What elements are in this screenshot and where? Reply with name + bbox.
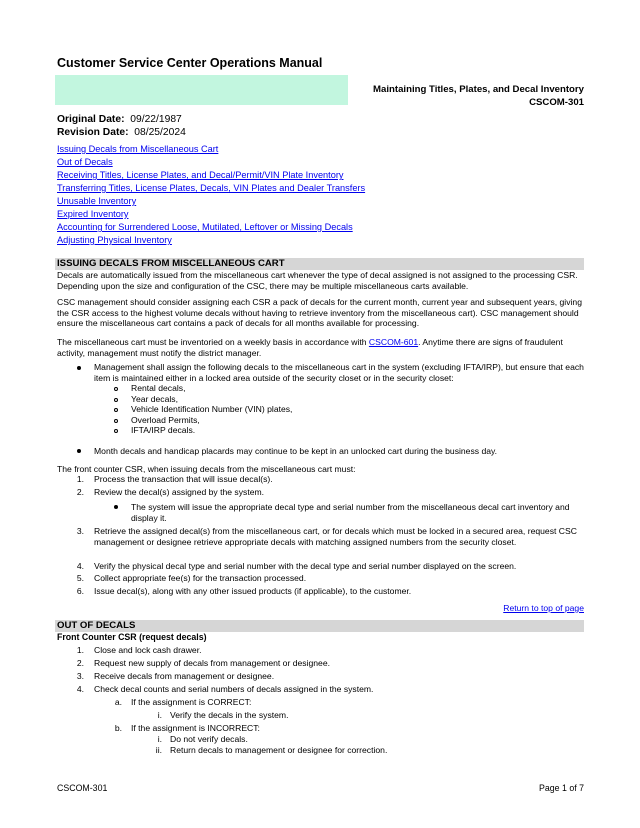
revision-date: 08/25/2024 — [134, 127, 186, 138]
step-number: 4. — [76, 561, 84, 571]
step-item: Issue decal(s), along with any other issued products (if applicable), to the customer. — [94, 586, 412, 596]
document-header — [373, 83, 584, 109]
toc-link-issuing-decals[interactable]: Issuing Decals from Miscellaneous Cart — [57, 144, 219, 154]
list-roman: i. — [157, 734, 162, 744]
revision-date-label: Revision Date: — [57, 127, 129, 138]
sub-list-item: Rental decals, — [131, 383, 186, 393]
step-number: 2. — [76, 487, 84, 497]
sub-list-item: Vehicle Identification Number (VIN) plates, — [131, 404, 293, 414]
sub-sub-list-item: Return decals to management or designee for correction. — [170, 745, 388, 755]
footer-page-number: Page 1 of 7 — [539, 783, 584, 793]
toc-link-receiving[interactable]: Receiving Titles, License Plates, and Decal/Permit/VIN Plate Inventory — [57, 170, 344, 180]
bullet-icon — [77, 449, 81, 453]
original-date-label: Original Date: — [57, 114, 125, 125]
bullet-icon — [77, 366, 81, 370]
paragraph-text: . Anytime there are signs of fraudulent activity, management must notify the district manager. — [57, 337, 563, 358]
sub-list-item: If the assignment is INCORRECT: — [131, 723, 260, 733]
circle-bullet-icon — [114, 429, 118, 433]
step-item: Receive decals from management or designee. — [94, 671, 275, 681]
toc-link-out-of-decals[interactable]: Out of Decals — [57, 157, 113, 167]
sub-list-item: Year decals, — [131, 394, 178, 404]
table-of-contents — [57, 143, 365, 247]
step-item: Close and lock cash drawer. — [94, 645, 202, 655]
document-dates — [57, 113, 186, 139]
bullet-item: Month decals and handicap placards may continue to be kept in an unlocked cart during the business day. — [94, 446, 498, 456]
step-item: Process the transaction that will issue decal(s). — [94, 474, 273, 484]
circle-bullet-icon — [114, 408, 118, 412]
subheading: Front Counter CSR (request decals) — [57, 632, 207, 642]
toc-link-adjusting-inventory[interactable]: Adjusting Physical Inventory — [57, 235, 172, 245]
step-item: Retrieve the assigned decal(s) from the miscellaneous cart, or for decals which must be locked in a secured area, request CSC management or designee retrieve appropriate decals with matching assigned numbers from the security closet. — [94, 526, 577, 547]
list-letter: a. — [114, 697, 122, 707]
sub-sub-list-item: Verify the decals in the system. — [170, 710, 289, 720]
toc-link-transferring[interactable]: Transferring Titles, License Plates, Decals, VIN Plates and Dealer Transfers — [57, 183, 366, 193]
step-number: 2. — [76, 658, 84, 668]
sub-list-item: Overload Permits, — [131, 415, 200, 425]
step-number: 1. — [76, 645, 84, 655]
list-letter: b. — [114, 723, 122, 733]
step-number: 4. — [76, 684, 84, 694]
footer-doc-code: CSCOM-301 — [57, 783, 108, 793]
step-item: Verify the physical decal type and serial number with the decal type and serial number displayed on the screen. — [94, 561, 517, 571]
step-item: Check decal counts and serial numbers of decals assigned in the system. — [94, 684, 374, 694]
section-heading-issuing-decals: ISSUING DECALS FROM MISCELLANEOUS CART — [55, 258, 584, 270]
sub-list-item: IFTA/IRP decals. — [131, 425, 196, 435]
list-roman: i. — [157, 710, 162, 720]
step-number: 6. — [76, 586, 84, 596]
return-to-top-link[interactable]: Return to top of page — [503, 603, 584, 613]
step-item: Request new supply of decals from management or designee. — [94, 658, 330, 668]
paragraph-text: The miscellaneous cart must be inventoried on a weekly basis in accordance with — [57, 337, 369, 347]
sub-sub-list-item: Do not verify decals. — [170, 734, 248, 744]
step-number: 3. — [76, 526, 84, 536]
circle-bullet-icon — [114, 387, 118, 391]
toc-link-expired-inventory[interactable]: Expired Inventory — [57, 209, 129, 219]
paragraph — [57, 337, 585, 358]
toc-link-surrendered-decals[interactable]: Accounting for Surrendered Loose, Mutilated, Leftover or Missing Decals — [57, 222, 353, 232]
step-number: 5. — [76, 573, 84, 583]
step-item: Review the decal(s) assigned by the system. — [94, 487, 265, 497]
sub-list-item: If the assignment is CORRECT: — [131, 697, 252, 707]
bullet-item: The system will issue the appropriate decal type and serial number from the miscellaneous decal cart inventory and display it. — [131, 502, 570, 523]
step-number: 1. — [76, 474, 84, 484]
step-item: Collect appropriate fee(s) for the transaction processed. — [94, 573, 307, 583]
list-roman: ii. — [155, 745, 162, 755]
paragraph: Decals are automatically issued from the miscellaneous cart whenever the type of decal assigned is not assigned to the processing CSR. Depending upon the size and configuration of the CSC, there may be multiple miscellaneous carts available. — [57, 270, 578, 291]
toc-link-unusable-inventory[interactable]: Unusable Inventory — [57, 196, 137, 206]
original-date: 09/22/1987 — [130, 114, 182, 125]
document-code: CSCOM-301 — [529, 97, 584, 108]
bullet-item: Management shall assign the following decals to the miscellaneous cart in the system (excluding IFTA/IRP), but ensure that each item is maintained either in a locked area outside of the security closet or in the security closet: — [94, 362, 584, 383]
manual-title: Customer Service Center Operations Manual — [57, 56, 323, 70]
paragraph: The front counter CSR, when issuing decals from the miscellaneous cart must: — [57, 464, 356, 474]
bullet-icon — [114, 505, 118, 509]
circle-bullet-icon — [114, 398, 118, 402]
document-title: Maintaining Titles, Plates, and Decal Inventory — [373, 84, 584, 95]
section-heading-out-of-decals: OUT OF DECALS — [55, 620, 584, 632]
circle-bullet-icon — [114, 419, 118, 423]
cscom-601-link[interactable]: CSCOM-601 — [368, 337, 419, 347]
paragraph: CSC management should consider assigning each CSR a pack of decals for the current month, current year and subsequent years, giving the CSR access to the highest volume decals without having to retrieve inventory from the miscellaneous cart). CSC management should ensure the miscellaneous cart contains a pack of decals for all months available for processing. — [57, 297, 582, 329]
step-number: 3. — [76, 671, 84, 681]
header-highlight-bar — [55, 75, 348, 105]
